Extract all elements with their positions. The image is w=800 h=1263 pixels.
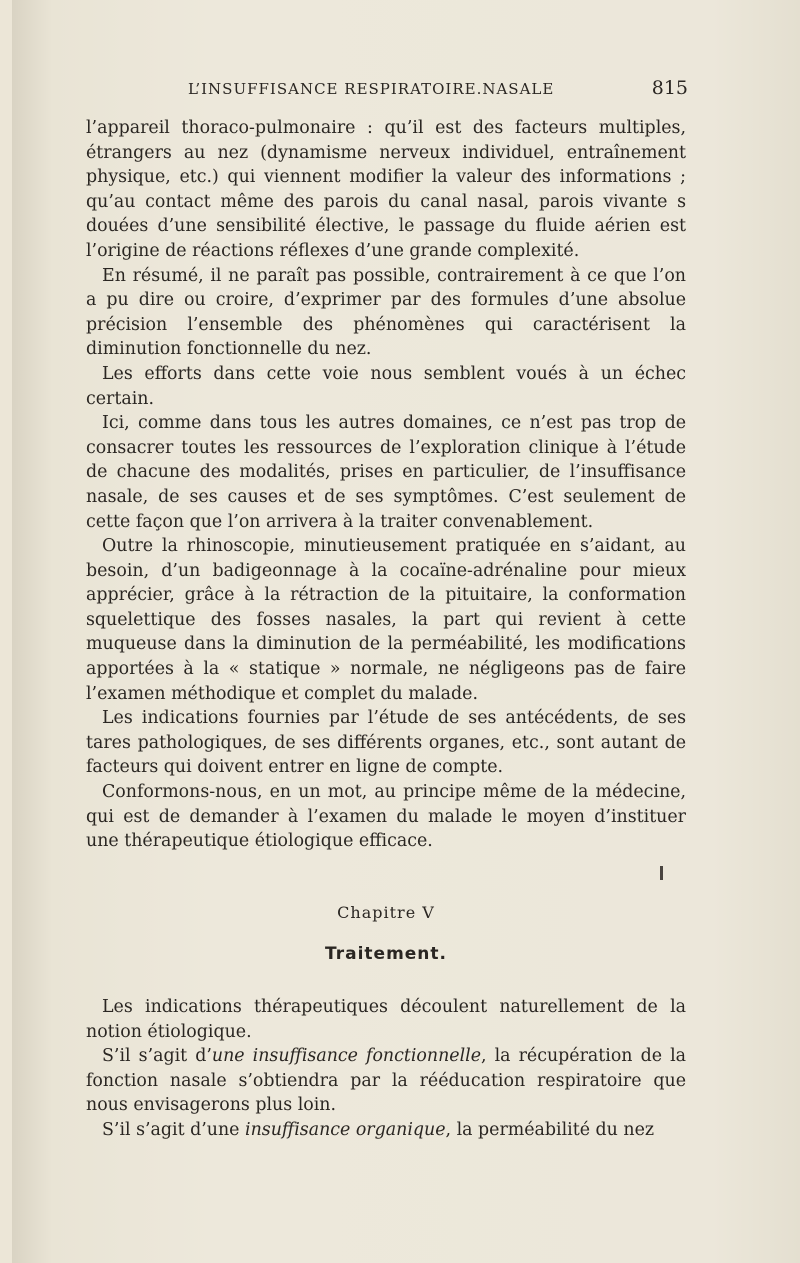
paragraph <box>86 1118 686 1143</box>
emphasis: une insuffisance fonctionnelle <box>211 1046 482 1067</box>
section-title: Traitement. <box>325 944 447 964</box>
text-run: , la perméabilité du nez <box>445 1119 655 1140</box>
paragraph: Conformons-nous, en un mot, au principe même de la médecine, qui est de demander à l’examen du malade le moyen d’instituer une thérapeutique étiologique efficace. <box>86 782 686 852</box>
text-run: S’il s’agit d’une <box>102 1119 246 1140</box>
print-mark <box>660 866 663 880</box>
text-run: S’il s’agit d’ <box>102 1046 212 1067</box>
emphasis: insuffisance organique <box>245 1119 446 1140</box>
paragraph: Les indications thérapeutiques découlent naturellement de la notion étiologique. <box>86 997 686 1042</box>
text-run: , la récupération de la fonction nasale s’obtiendra par la rééducation respiratoire que nous envisagerons plus loin. <box>86 1046 686 1116</box>
paragraph: Les indications fournies par l’étude de ses antécédents, de ses tares pathologiques, de ses différents organes, etc., sont autant de facteurs qui doivent entrer en ligne de compte. <box>86 708 686 778</box>
main-text <box>86 116 686 854</box>
paragraph: Outre la rhinoscopie, minutieusement pratiquée en s’aidant, au besoin, d’un badigeonnage à la cocaïne-adrénaline pour mieux apprécier, grâce à la rétraction de la pituitaire, la conformation squelettique des fosses nasales, la part qui revient à cette muqueuse dans la diminution de la perméabilité, les modifications apportées à la « statique » normale, ne négligeons pas de faire l’examen méthodique et complet du malade. <box>86 536 686 704</box>
paragraph: En résumé, il ne paraît pas possible, contrairement à ce que l’on a pu dire ou croire, d’exprimer par des formules d’une absolue précision l’ensemble des phénomènes qui caractérisent la diminution fonctionnelle du nez. <box>86 265 686 360</box>
page-number: 815 <box>651 77 688 99</box>
book-page <box>12 0 800 1263</box>
section-text <box>86 995 686 1143</box>
paragraph: Les efforts dans cette voie nous semblent voués à un échec certain. <box>86 363 686 409</box>
paragraph <box>86 1044 686 1118</box>
chapter-label: Chapitre V <box>337 903 435 922</box>
running-title: L’INSUFFISANCE RESPIRATOIRE.NASALE <box>188 80 555 98</box>
paragraph: Ici, comme dans tous les autres domaines, ce n’est pas trop de consacrer toutes les ressources de l’exploration clinique à l’étude de chacune des modalités, prises en particulier, de l’insuffisance nasale, de ses causes et de ses symptômes. C’est seulement de cette façon que l’on arrivera à la traiter convenablement. <box>86 413 686 532</box>
paragraph: l’appareil thoraco-pulmonaire : qu’il est des facteurs multiples, étrangers au nez (dynamisme nerveux individuel, entraînement physique, etc.) qui viennent modifier la valeur des informations ; qu’au contact même des parois du canal nasal, parois vivante s douées d’une sensibilité élective, le passage du fluide aérien est l’origine de réactions réflexes d’une grande complexité. <box>86 118 686 261</box>
